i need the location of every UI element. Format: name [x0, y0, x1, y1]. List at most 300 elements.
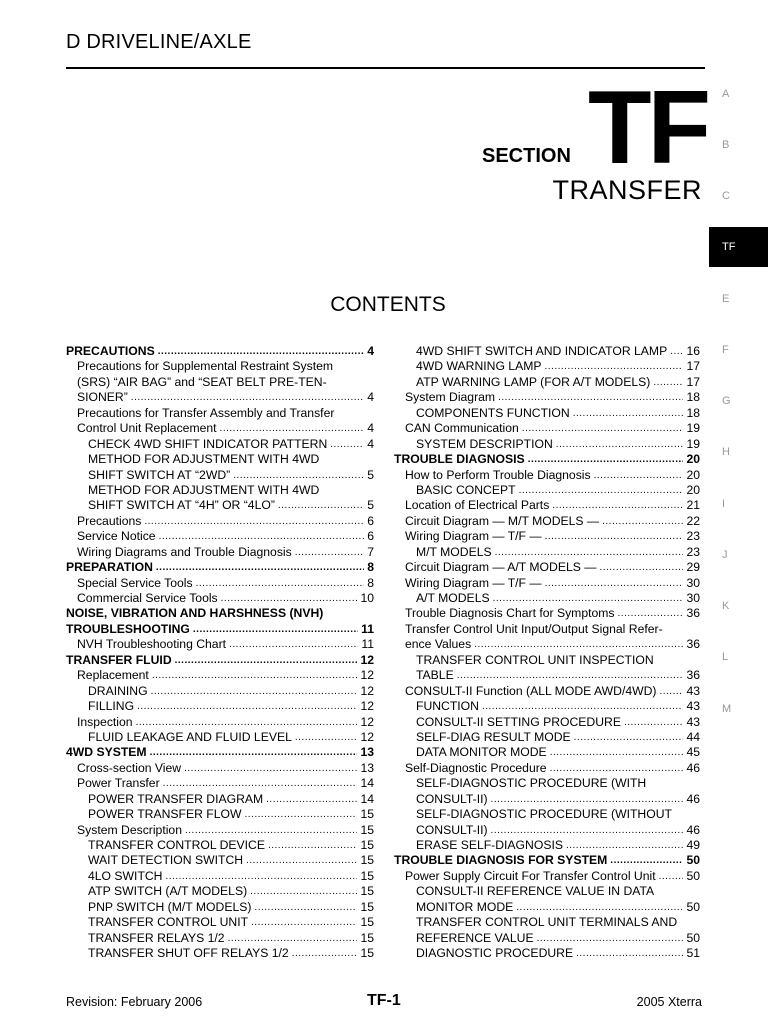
toc-entry-title: REFERENCE VALUE	[416, 930, 534, 945]
index-tab-i[interactable]: I	[722, 498, 726, 510]
toc-entry-title: SHIFT SWITCH AT “4H” OR “4LO”	[88, 498, 275, 513]
dot-leader	[574, 730, 684, 745]
toc-entry-page: 50	[686, 868, 700, 883]
toc-entry[interactable]	[66, 653, 374, 668]
toc-entry-page: 13	[360, 760, 374, 775]
toc-entry-page: 5	[367, 467, 374, 482]
toc-entry-page: 4	[367, 421, 374, 436]
toc-entry-title: ATP SWITCH (A/T MODELS)	[88, 884, 248, 899]
toc-entry-title: NOISE, VIBRATION AND HARSHNESS (NVH)	[66, 606, 324, 621]
toc-entry[interactable]	[394, 838, 700, 853]
toc-entry-title: How to Perform Trouble Diagnosis	[405, 467, 591, 482]
toc-entry[interactable]	[394, 699, 700, 714]
toc-entry[interactable]	[66, 668, 374, 683]
vehicle-model: 2005 Xterra	[636, 995, 702, 1009]
toc-entry[interactable]	[66, 915, 374, 930]
toc-entry-page: 14	[360, 776, 374, 791]
toc-entry[interactable]	[66, 390, 374, 405]
chapter-title: D DRIVELINE/AXLE	[66, 31, 252, 53]
toc-entry-title: (SRS) “AIR BAG” and “SEAT BELT PRE-TEN-	[77, 374, 327, 389]
dot-leader	[594, 468, 684, 483]
page-number: TF-1	[367, 992, 401, 1009]
toc-column-right	[394, 344, 700, 962]
dot-leader	[144, 514, 364, 529]
toc-entry-title: Wiring Diagram — T/F —	[405, 529, 542, 544]
toc-entry-title: TROUBLE DIAGNOSIS FOR SYSTEM	[394, 853, 608, 868]
toc-entry-page: 19	[686, 436, 700, 451]
toc-entry[interactable]	[394, 853, 700, 868]
toc-entry[interactable]	[394, 375, 700, 390]
dot-leader	[150, 745, 358, 760]
dot-leader	[659, 684, 683, 699]
toc-entry-title: TABLE	[416, 668, 454, 683]
header-divider	[66, 67, 705, 69]
dot-leader	[266, 792, 357, 807]
toc-entry-page: 8	[367, 575, 374, 590]
toc-entry-page: 14	[360, 791, 374, 806]
toc-entry[interactable]	[394, 591, 700, 606]
toc-entry-page: 7	[367, 544, 374, 559]
index-tab-a[interactable]: A	[722, 88, 730, 100]
toc-entry-title: 4WD SYSTEM	[66, 745, 147, 760]
toc-entry	[394, 622, 700, 637]
toc-entry	[394, 653, 700, 668]
toc-entry-page: 8	[367, 560, 374, 575]
section-label: SECTION	[482, 145, 571, 167]
toc-entry-title: DATA MONITOR MODE	[416, 745, 547, 760]
toc-entry-title: Commercial Service Tools	[77, 591, 218, 605]
toc-entry[interactable]	[394, 452, 700, 467]
toc-entry[interactable]	[394, 468, 700, 483]
toc-entry[interactable]	[66, 900, 374, 915]
toc-entry[interactable]	[66, 514, 374, 529]
revision-date: Revision: February 2006	[66, 995, 203, 1009]
toc-entry-title: Replacement	[77, 668, 149, 683]
toc-entry[interactable]	[394, 560, 700, 575]
toc-entry[interactable]	[66, 545, 374, 560]
toc-entry	[66, 483, 374, 498]
toc-entry-page: 45	[686, 745, 700, 760]
toc-entry-page: 13	[360, 745, 374, 760]
index-tab-e[interactable]: E	[722, 293, 730, 305]
toc-entry-page: 36	[686, 668, 700, 683]
toc-entry-page: 12	[360, 699, 374, 714]
toc-entry[interactable]	[66, 823, 374, 838]
toc-entry-title: METHOD FOR ADJUSTMENT WITH 4WD	[88, 482, 320, 497]
toc-entry-page: 6	[367, 513, 374, 528]
toc-entry-page: 17	[686, 359, 700, 374]
toc-entry[interactable]	[394, 529, 700, 544]
toc-entry[interactable]	[66, 946, 374, 961]
toc-column-left	[66, 344, 374, 962]
toc-entry-title: FILLING	[88, 699, 135, 714]
toc-entry[interactable]	[66, 884, 374, 899]
toc-entry-page: 15	[360, 853, 374, 868]
toc-entry[interactable]	[66, 421, 374, 436]
toc-entry-page: 46	[686, 760, 700, 775]
toc-entry-title: Circuit Diagram — M/T MODELS —	[405, 513, 600, 528]
toc-entry-page: 10	[360, 591, 374, 605]
toc-entry	[66, 375, 374, 390]
dot-leader	[254, 900, 357, 915]
toc-entry-title: TRANSFER FLUID	[66, 652, 172, 667]
toc-entry	[394, 776, 700, 791]
index-tab-f[interactable]: F	[722, 344, 729, 356]
toc-entry-title: Wiring Diagrams and Trouble Diagnosis	[77, 544, 292, 559]
toc-entry[interactable]	[394, 576, 700, 591]
dot-leader	[516, 900, 683, 915]
toc-entry-page: 51	[686, 946, 700, 961]
toc-entry[interactable]	[394, 931, 700, 946]
toc-entry[interactable]	[394, 745, 700, 760]
contents-heading: CONTENTS	[330, 293, 446, 316]
dot-leader	[491, 823, 684, 838]
toc-entry[interactable]	[66, 776, 374, 791]
toc-entry-page: 6	[367, 529, 374, 544]
toc-entry-title: MONITOR MODE	[416, 899, 514, 914]
toc-entry-page: 23	[686, 544, 700, 559]
toc-entry[interactable]	[66, 437, 374, 452]
dot-leader	[552, 498, 683, 513]
toc-entry	[66, 452, 374, 467]
toc-entry[interactable]	[66, 745, 374, 760]
dot-leader	[156, 560, 364, 575]
dot-leader	[474, 637, 683, 652]
toc-entry-page: 18	[686, 405, 700, 420]
dot-leader	[251, 915, 357, 930]
index-tab-c[interactable]: C	[722, 190, 730, 202]
toc-entry-title: Power Transfer	[77, 776, 160, 791]
toc-entry-page: 15	[360, 884, 374, 899]
toc-entry-title: PRECAUTIONS	[66, 344, 155, 358]
toc-entry[interactable]	[66, 622, 374, 637]
toc-entry-page: 15	[360, 946, 374, 961]
toc-entry[interactable]	[394, 437, 700, 452]
dot-leader	[250, 884, 357, 899]
toc-entry	[66, 606, 374, 621]
dot-leader	[550, 761, 684, 776]
dot-leader	[330, 437, 364, 452]
dot-leader	[519, 483, 684, 498]
toc-entry-title: CONSULT-II Function (ALL MODE AWD/4WD)	[405, 683, 657, 698]
dot-leader	[670, 344, 683, 359]
toc-entry-page: 30	[686, 591, 700, 605]
toc-entry[interactable]	[66, 730, 374, 745]
toc-entry-page: 12	[360, 683, 374, 698]
dot-leader	[220, 421, 365, 436]
dot-leader	[457, 668, 684, 683]
toc-entry-title: Control Unit Replacement	[77, 421, 217, 436]
toc-entry-title: WAIT DETECTION SWITCH	[88, 853, 244, 868]
toc-entry-page: 20	[686, 452, 700, 467]
toc-entry-title: CONSULT-II REFERENCE VALUE IN DATA	[416, 884, 655, 899]
toc-entry-title: Special Service Tools	[77, 575, 193, 590]
toc-entry[interactable]	[394, 761, 700, 776]
dot-leader	[545, 529, 684, 544]
toc-entry[interactable]	[66, 807, 374, 822]
dot-leader	[246, 853, 357, 868]
toc-entry-title: A/T MODELS	[416, 591, 490, 605]
toc-entry	[66, 406, 374, 421]
toc-entry-page: 11	[361, 637, 374, 652]
toc-entry-title: FUNCTION	[416, 699, 479, 714]
toc-entry-page: 15	[360, 915, 374, 930]
toc-entry-title: CHECK 4WD SHIFT INDICATOR PATTERN	[88, 436, 328, 451]
dot-leader	[229, 637, 358, 652]
toc-entry[interactable]	[394, 946, 700, 961]
dot-leader	[244, 807, 357, 822]
toc-entry[interactable]	[66, 576, 374, 591]
toc-entry-page: 15	[360, 868, 374, 883]
dot-leader	[624, 715, 683, 730]
dot-leader	[482, 699, 683, 714]
toc-entry[interactable]	[66, 869, 374, 884]
toc-entry[interactable]	[66, 529, 374, 544]
dot-leader	[151, 684, 358, 699]
toc-entry-page: 29	[686, 560, 700, 575]
toc-entry-title: CONSULT-II SETTING PROCEDURE	[416, 714, 621, 729]
toc-entry-title: TRANSFER CONTROL UNIT	[88, 915, 249, 930]
toc-entry[interactable]	[394, 637, 700, 652]
dot-leader	[292, 946, 358, 961]
toc-entry-title: PNP SWITCH (M/T MODELS)	[88, 899, 252, 914]
toc-entry-page: 15	[360, 807, 374, 822]
dot-leader	[163, 776, 358, 791]
dot-leader	[653, 375, 683, 390]
toc-entry-page: 50	[686, 853, 700, 868]
toc-entry-title: ATP WARNING LAMP (FOR A/T MODELS)	[416, 374, 651, 389]
dot-leader	[599, 560, 683, 575]
toc-entry-title: Circuit Diagram — A/T MODELS —	[405, 560, 597, 575]
toc-entry-title: CAN Communication	[405, 421, 519, 436]
dot-leader	[576, 946, 683, 961]
toc-entry	[394, 807, 700, 822]
section-name: TRANSFER	[552, 175, 702, 205]
toc-entry-page: 30	[686, 575, 700, 590]
dot-leader	[573, 406, 684, 421]
toc-entry-title: 4WD WARNING LAMP	[416, 359, 542, 374]
toc-entry[interactable]	[394, 606, 700, 621]
toc-entry[interactable]	[66, 931, 374, 946]
toc-entry[interactable]	[394, 359, 700, 374]
dot-leader	[545, 359, 684, 374]
toc-entry-page: 43	[686, 714, 700, 729]
index-tab-m[interactable]: M	[722, 703, 732, 715]
toc-entry-title: TROUBLESHOOTING	[66, 621, 190, 636]
toc-entry-title: Cross-section View	[77, 760, 182, 775]
toc-entry-title: POWER TRANSFER FLOW	[88, 807, 242, 822]
index-tab-l[interactable]: L	[722, 651, 729, 663]
dot-leader	[233, 468, 364, 483]
index-tab-tf[interactable]: TF	[709, 227, 768, 267]
toc-entry-title: NVH Troubleshooting Chart	[77, 637, 227, 652]
toc-entry-page: 16	[686, 344, 700, 358]
toc-entry-page: 4	[367, 344, 374, 358]
toc-entry[interactable]	[394, 668, 700, 683]
toc-entry[interactable]	[394, 390, 700, 405]
toc-entry-title: PREPARATION	[66, 560, 153, 575]
toc-entry-page: 43	[686, 683, 700, 698]
toc-entry[interactable]	[394, 406, 700, 421]
toc-entry-page: 15	[360, 838, 374, 852]
toc-entry[interactable]	[66, 715, 374, 730]
dot-leader	[159, 529, 365, 544]
toc-entry-page: 22	[686, 513, 700, 528]
toc-entry-page: 4	[367, 436, 374, 451]
toc-entry-title: Trouble Diagnosis Chart for Symptoms	[405, 606, 615, 621]
dot-leader	[137, 699, 357, 714]
toc-entry-page: 49	[686, 838, 700, 852]
dot-leader	[175, 653, 358, 668]
toc-entry-title: Service Notice	[77, 529, 156, 544]
section-code: TF	[588, 70, 708, 186]
toc-entry-page: 11	[361, 621, 374, 636]
toc-entry-title: Power Supply Circuit For Transfer Control Unit	[405, 868, 656, 883]
dot-leader	[566, 838, 683, 853]
toc-entry-title: TRANSFER CONTROL DEVICE	[88, 838, 265, 852]
toc-entry-page: 43	[686, 699, 700, 714]
toc-entry-page: 44	[686, 729, 700, 744]
toc-entry	[394, 915, 700, 930]
toc-entry	[394, 884, 700, 899]
toc-entry[interactable]	[66, 853, 374, 868]
index-tab-g[interactable]: G	[722, 395, 731, 407]
toc-entry[interactable]	[66, 792, 374, 807]
toc-entry[interactable]	[394, 684, 700, 699]
toc-entry-title: Precautions for Transfer Assembly and Transfer	[77, 405, 335, 420]
dot-leader	[493, 591, 684, 606]
toc-entry-title: DIAGNOSTIC PROCEDURE	[416, 946, 574, 961]
dot-leader	[158, 344, 365, 359]
dot-leader	[498, 390, 683, 405]
dot-leader	[196, 576, 365, 591]
toc-entry[interactable]	[66, 637, 374, 652]
dot-leader	[522, 421, 684, 436]
toc-entry-page: 46	[686, 822, 700, 837]
dot-leader	[528, 452, 684, 467]
toc-entry-title: Wiring Diagram — T/F —	[405, 575, 542, 590]
toc-entry[interactable]	[66, 344, 374, 359]
toc-entry[interactable]	[394, 545, 700, 560]
toc-entry-title: System Diagram	[405, 390, 496, 405]
toc-entry[interactable]	[394, 823, 700, 838]
toc-entry-title: 4LO SWITCH	[88, 868, 163, 883]
dot-leader	[610, 853, 683, 868]
toc-entry-page: 19	[686, 421, 700, 436]
dot-leader	[136, 715, 358, 730]
toc-entry[interactable]	[394, 514, 700, 529]
toc-entry-title: CONSULT-II)	[416, 791, 488, 806]
toc-entry-title: SIONER”	[77, 390, 128, 405]
toc-entry-title: 4WD SHIFT SWITCH AND INDICATOR LAMP	[416, 344, 668, 358]
dot-leader	[491, 792, 684, 807]
toc-entry-page: 4	[367, 390, 374, 405]
dot-leader	[550, 745, 684, 760]
toc-entry-page: 15	[360, 899, 374, 914]
dot-leader	[152, 668, 358, 683]
toc-entry-title: Transfer Control Unit Input/Output Signal Refer-	[405, 621, 663, 636]
toc-entry-title: POWER TRANSFER DIAGRAM	[88, 791, 264, 806]
dot-leader	[295, 730, 358, 745]
toc-entry[interactable]	[66, 591, 374, 606]
toc-entry-page: 15	[360, 930, 374, 945]
toc-entry-page: 12	[360, 668, 374, 683]
toc-entry-page: 17	[686, 374, 700, 389]
dot-leader	[131, 390, 364, 405]
toc-entry	[66, 359, 374, 374]
toc-entry-page: 12	[360, 652, 374, 667]
toc-entry-page: 20	[686, 482, 700, 497]
dot-leader	[495, 545, 684, 560]
dot-leader	[166, 869, 358, 884]
dot-leader	[556, 437, 684, 452]
toc-entry[interactable]	[66, 838, 374, 853]
toc-entry-title: Precautions	[77, 513, 142, 528]
dot-leader	[185, 823, 357, 838]
toc-entry-title: TRANSFER CONTROL UNIT INSPECTION	[416, 652, 654, 667]
index-tab-b[interactable]: B	[722, 139, 730, 151]
toc-entry-page: 5	[367, 498, 374, 513]
index-tab-k[interactable]: K	[722, 600, 730, 612]
toc-entry[interactable]	[394, 900, 700, 915]
toc-entry[interactable]	[66, 560, 374, 575]
dot-leader	[193, 622, 358, 637]
toc-entry-page: 12	[360, 729, 374, 744]
toc-entry-page: 21	[686, 498, 700, 513]
toc-entry-title: TRANSFER RELAYS 1/2	[88, 930, 225, 945]
dot-leader	[295, 545, 364, 560]
toc-entry-title: SELF-DIAGNOSTIC PROCEDURE (WITH	[416, 776, 647, 791]
toc-entry-title: Self-Diagnostic Procedure	[405, 760, 547, 775]
toc-entry-title: TRANSFER SHUT OFF RELAYS 1/2	[88, 946, 289, 961]
toc-entry-page: 36	[686, 637, 700, 652]
toc-entry-title: ence Values	[405, 637, 472, 652]
toc-entry-title: System Description	[77, 822, 182, 837]
toc-entry[interactable]	[394, 730, 700, 745]
toc-entry-title: CONSULT-II)	[416, 822, 488, 837]
toc-entry-title: Inspection	[77, 714, 133, 729]
dot-leader	[537, 931, 684, 946]
toc-entry[interactable]	[394, 869, 700, 884]
dot-leader	[545, 576, 684, 591]
toc-entry[interactable]	[66, 761, 374, 776]
toc-entry-title: Location of Electrical Parts	[405, 498, 550, 513]
toc-entry-title: ERASE SELF-DIAGNOSIS	[416, 838, 563, 852]
toc-entry-title: TRANSFER CONTROL UNIT TERMINALS AND	[416, 915, 678, 930]
toc-entry-page: 23	[686, 529, 700, 544]
toc-entry[interactable]	[394, 715, 700, 730]
toc-entry[interactable]	[394, 483, 700, 498]
toc-entry-page: 20	[686, 467, 700, 482]
toc-entry-title: SELF-DIAGNOSTIC PROCEDURE (WITHOUT	[416, 807, 672, 822]
toc-entry[interactable]	[66, 498, 374, 513]
index-tab-h[interactable]: H	[722, 446, 730, 458]
toc-entry-title: SELF-DIAG RESULT MODE	[416, 729, 571, 744]
toc-entry[interactable]	[66, 468, 374, 483]
dot-leader	[618, 606, 684, 621]
toc-entry[interactable]	[394, 792, 700, 807]
index-tab-j[interactable]: J	[722, 549, 728, 561]
toc-entry-title: SYSTEM DESCRIPTION	[416, 436, 553, 451]
dot-leader	[602, 514, 683, 529]
toc-entry[interactable]	[394, 498, 700, 513]
toc-entry[interactable]	[394, 344, 700, 359]
toc-entry[interactable]	[66, 684, 374, 699]
toc-entry-page: 18	[686, 390, 700, 405]
toc-entry[interactable]	[394, 421, 700, 436]
toc-entry[interactable]	[66, 699, 374, 714]
toc-entry-title: BASIC CONCEPT	[416, 482, 516, 497]
